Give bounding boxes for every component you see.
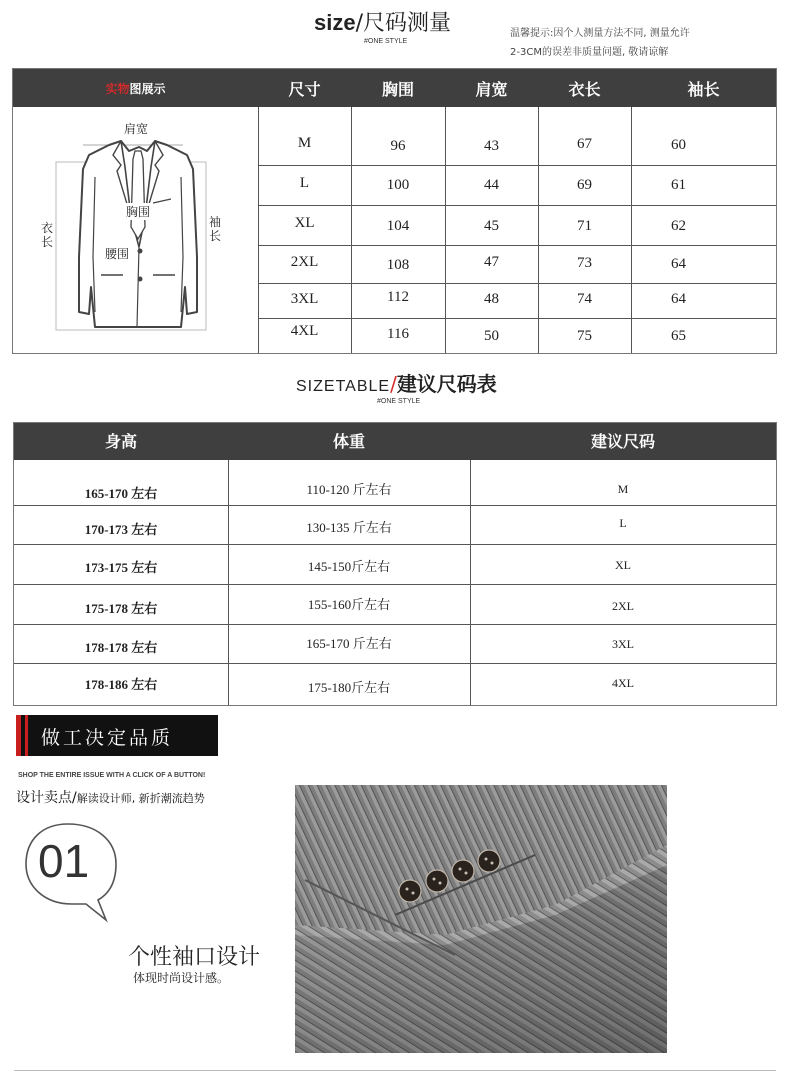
height-cell-5: 178-178 左右 — [84, 640, 158, 655]
sleeve-cuff-photo — [295, 785, 667, 1053]
shoulder-cell-l: 44 — [484, 177, 499, 193]
header-cell-size: 尺寸 — [288, 80, 321, 99]
measure-tip — [510, 24, 760, 62]
height-cell-4: 175-178 左右 — [84, 601, 158, 616]
size-title-en: size — [314, 10, 356, 35]
header-cell-weight: 体重 — [332, 432, 365, 451]
cuff-feature-subtitle: 体现时尚设计感。 — [133, 971, 230, 985]
recommended-cell-1: M — [617, 482, 629, 496]
recommended-cell-2: L — [619, 516, 627, 530]
recommended-cell-3: XL — [615, 558, 631, 572]
sleeve-cell-3xl: 64 — [671, 291, 686, 307]
sleeve-cell-4xl: 65 — [671, 328, 686, 344]
header-cell-sleeve: 袖长 — [687, 80, 720, 99]
banner-red-bar — [16, 715, 21, 756]
header-cell-recommended: 建议尺码 — [590, 432, 655, 451]
design-heading-rest: 解读设计师, 新折潮流趋势 — [76, 792, 205, 805]
craft-banner — [16, 715, 218, 756]
size-measure-grid — [258, 107, 776, 353]
size-cell-xl: XL — [294, 215, 315, 231]
header-cell-length: 衣长 — [568, 80, 601, 99]
craft-banner-text: 做工决定品质 — [41, 727, 174, 749]
chest-cell-4xl: 116 — [387, 326, 409, 342]
size-measure-table — [12, 68, 777, 354]
sizetable-title-zh: 建议尺码表 — [396, 372, 497, 396]
recommended-table-header — [14, 423, 776, 460]
height-cell-3: 173-175 左右 — [84, 560, 158, 575]
recommended-cell-6: 4XL — [612, 676, 634, 690]
recommended-size-table — [13, 422, 777, 706]
header-rest-text: 图展示 — [129, 82, 166, 96]
size-cell-2xl: 2XL — [290, 254, 319, 270]
shoulder-cell-xl: 45 — [484, 218, 499, 234]
size-title-zh: /尺码测量 — [355, 11, 452, 36]
weight-cell-5: 165-170 斤左右 — [306, 636, 392, 651]
header-red-text: 实物 — [105, 82, 130, 96]
length-cell-2xl: 73 — [577, 255, 592, 271]
weight-cell-4: 155-160斤左右 — [307, 597, 391, 612]
chest-cell-3xl: 112 — [387, 289, 409, 305]
header-cell-shoulder: 肩宽 — [475, 80, 508, 99]
bottom-divider — [14, 1070, 776, 1071]
length-cell-m: 67 — [577, 136, 592, 152]
length-cell-xl: 71 — [577, 218, 592, 234]
chest-cell-2xl: 108 — [386, 257, 410, 273]
weight-cell-6: 175-180斤左右 — [307, 680, 391, 695]
recommended-cell-4: 2XL — [612, 599, 634, 613]
banner-red-bar-thin — [25, 715, 28, 756]
chest-cell-m: 96 — [390, 138, 406, 154]
shoulder-cell-4xl: 50 — [484, 328, 499, 344]
diagram-label-sleeve-1: 袖 — [209, 215, 222, 229]
sizetable-subtitle: #ONE STYLE — [377, 398, 421, 405]
size-cell-m: M — [297, 135, 312, 151]
height-cell-1: 165-170 左右 — [84, 486, 158, 501]
diagram-label-length — [41, 221, 55, 249]
recommended-cell-5: 3XL — [612, 637, 634, 651]
height-cell-2: 170-173 左右 — [84, 522, 158, 537]
length-cell-4xl: 75 — [577, 328, 592, 344]
diagram-label-length-2: 长 — [41, 235, 54, 249]
measure-tip-line2: 2-3CM的误差非质量问题, 敬请谅解 — [510, 47, 669, 58]
diagram-label-sleeve-2: 长 — [209, 229, 222, 243]
sleeve-cell-m: 60 — [671, 137, 686, 153]
sizetable-title — [296, 368, 497, 397]
cuff-feature-title: 个性袖口设计 — [128, 945, 261, 970]
size-measure-subtitle: #ONE STYLE — [364, 38, 408, 45]
weight-cell-2: 130-135 斤左右 — [306, 520, 392, 535]
length-cell-3xl: 74 — [577, 291, 592, 307]
size-cell-4xl: 4XL — [290, 323, 319, 339]
sizetable-title-en: SIZETABLE — [296, 378, 391, 395]
size-measure-title — [314, 6, 451, 37]
sleeve-cell-xl: 62 — [671, 218, 686, 234]
size-table-header — [13, 69, 776, 107]
diagram-label-length-1: 衣 — [41, 221, 54, 235]
diagram-label-waist: 腰围 — [105, 247, 130, 261]
header-cell-chest: 胸围 — [381, 80, 414, 99]
size-cell-l: L — [299, 175, 310, 191]
chest-cell-l: 100 — [386, 177, 410, 193]
feature-number: 01 — [38, 835, 90, 887]
shoulder-cell-2xl: 47 — [484, 254, 499, 270]
design-heading-main: 设计卖点/ — [16, 790, 77, 806]
shoulder-cell-m: 43 — [484, 138, 499, 154]
chest-cell-xl: 104 — [386, 218, 410, 234]
size-cell-3xl: 3XL — [290, 291, 319, 307]
diagram-label-sleeve — [209, 215, 223, 243]
diagram-label-shoulder: 肩宽 — [124, 122, 149, 136]
header-cell-diagram — [13, 69, 258, 107]
weight-cell-3: 145-150斤左右 — [307, 559, 391, 574]
shoulder-cell-3xl: 48 — [484, 291, 499, 307]
shop-tagline: SHOP THE ENTIRE ISSUE WITH A CLICK OF A BUTTON! — [18, 772, 206, 779]
length-cell-l: 69 — [577, 177, 592, 193]
diagram-label-chest: 胸围 — [126, 205, 151, 219]
sleeve-cell-l: 61 — [671, 177, 686, 193]
sleeve-cell-2xl: 64 — [671, 256, 686, 272]
design-heading — [16, 787, 205, 807]
sizetable-title-slash: / — [390, 372, 397, 396]
height-cell-6: 178-186 左右 — [84, 677, 158, 692]
suit-diagram — [13, 107, 258, 353]
weight-cell-1: 110-120 斤左右 — [306, 482, 392, 497]
measure-tip-line1: 温馨提示:因个人测量方法不同, 测量允许 — [510, 28, 690, 39]
header-cell-height: 身高 — [104, 432, 137, 451]
corduroy-sleeve-image — [295, 785, 667, 1053]
